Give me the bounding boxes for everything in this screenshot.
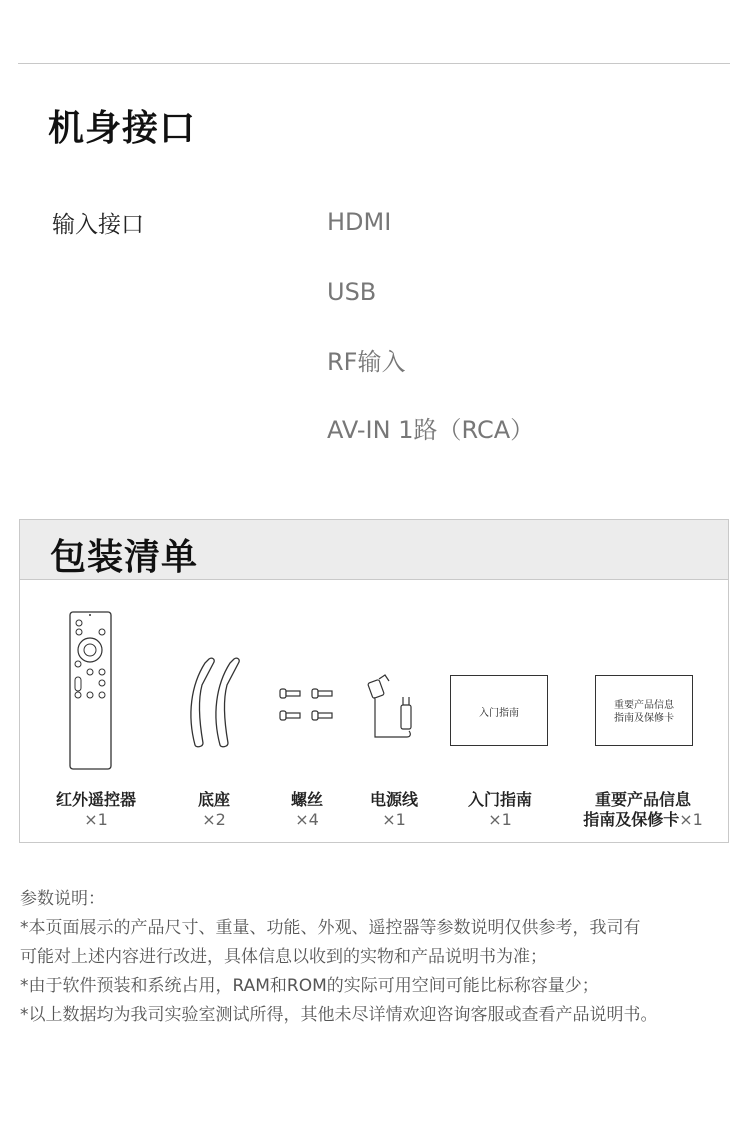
package-list-header (20, 520, 728, 580)
power-cord-icon (365, 667, 421, 745)
item-guide-name: 入门指南 (467, 790, 532, 809)
remote-control-icon (69, 611, 113, 771)
item-screws-name: 螺丝 (290, 790, 323, 809)
interface-section-title: 机身接口 (48, 108, 197, 149)
package-list-panel (19, 519, 729, 843)
item-power-cord-qty: ×1 (382, 810, 406, 829)
warranty-cover-text-1: 重要产品信息 (614, 700, 674, 711)
guide-booklet-icon (450, 675, 548, 746)
item-stand-name: 底座 (197, 790, 230, 809)
item-remote-name: 红外遥控器 (55, 790, 136, 809)
item-warranty-name-2: 指南及保修卡 (583, 810, 680, 829)
item-power-cord (354, 790, 434, 830)
item-stand (174, 790, 254, 830)
item-warranty-qty: ×1 (679, 810, 703, 829)
item-warranty-name-1: 重要产品信息 (594, 790, 691, 809)
spec-value-hdmi: HDMI (327, 208, 392, 236)
stand-legs-icon (185, 655, 255, 751)
note-line-2: 可能对上述内容进行改进，具体信息以收到的实物和产品说明书为准； (20, 947, 547, 967)
item-guide-qty: ×1 (488, 810, 512, 829)
item-screws-qty: ×4 (295, 810, 319, 829)
item-remote (46, 790, 146, 830)
item-remote-qty: ×1 (84, 810, 108, 829)
item-guide (450, 790, 550, 830)
guide-cover-text: 入门指南 (479, 708, 519, 719)
spec-value-usb: USB (327, 278, 377, 306)
item-screws (267, 790, 347, 830)
notes-heading: 参数说明： (20, 889, 105, 909)
warranty-cover-text-2: 指南及保修卡 (614, 713, 674, 724)
spec-value-av-in: AV-IN 1路（RCA） (327, 416, 535, 444)
top-divider (18, 63, 730, 64)
spec-value-rf: RF输入 (327, 348, 406, 376)
screws-icon (278, 686, 338, 726)
item-power-cord-name: 电源线 (369, 790, 418, 809)
input-interface-label: 输入接口 (52, 212, 144, 238)
note-line-4: *以上数据均为我司实验室测试所得，其他未尽详情欢迎咨询客服或查看产品说明书。 (20, 1005, 658, 1025)
item-stand-qty: ×2 (202, 810, 226, 829)
warranty-card-icon (595, 675, 693, 746)
spec-notes (20, 885, 735, 1030)
note-line-1: *本页面展示的产品尺寸、重量、功能、外观、遥控器等参数说明仅供参考，我司有 (20, 918, 641, 938)
item-warranty (568, 790, 718, 830)
note-line-3: *由于软件预装和系统占用，RAM和ROM的实际可用空间可能比标称容量少； (20, 976, 599, 996)
package-list-title: 包装清单 (50, 537, 199, 578)
